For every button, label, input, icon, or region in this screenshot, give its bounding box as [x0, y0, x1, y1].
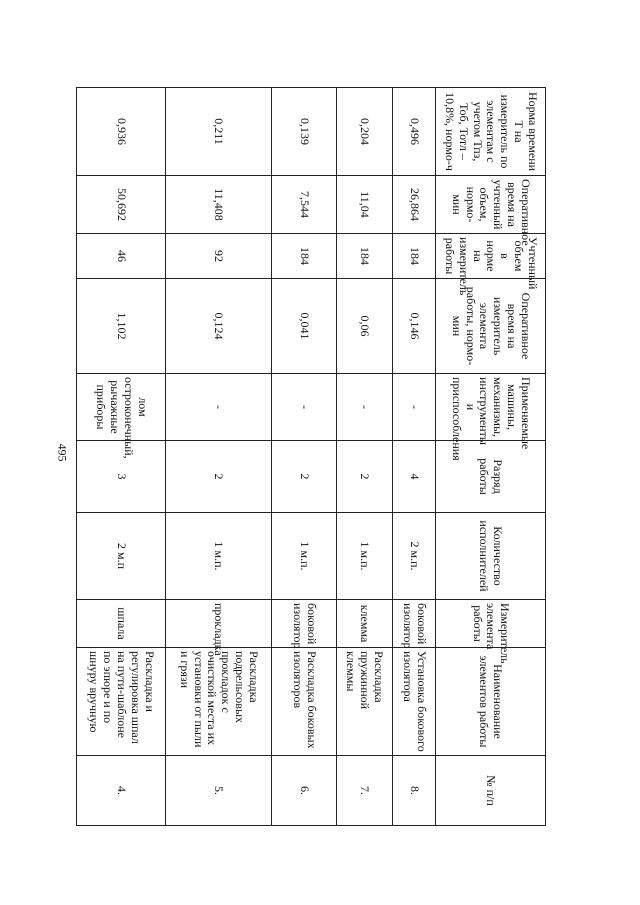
cell-volume: 46 [77, 234, 166, 279]
cell-num: 8. [392, 756, 435, 826]
cell-num: 6. [271, 756, 336, 826]
cell-name: Раскладка и регулировка шпал на пути-шаблоне по эпюре и по шнуру вручную [77, 648, 166, 756]
cell-op-time: 0,06 [336, 279, 392, 374]
cell-volume: 92 [166, 234, 272, 279]
header-meter: Измеритель элемента работы [436, 600, 546, 648]
cell-name: Раскладка пружинной клеммы [336, 648, 392, 756]
cell-meter: боковой изолятор [392, 600, 435, 648]
cell-grade: 2 [271, 441, 336, 513]
header-name: Наименование элементов работы [436, 648, 546, 756]
cell-tools: - [271, 374, 336, 441]
cell-op-time-total: 26,864 [392, 176, 435, 234]
header-volume: Учтенный объем в норме на измеритель работы [436, 234, 546, 279]
cell-grade: 2 [336, 441, 392, 513]
table-rotator [76, 87, 546, 825]
cell-workers: 1 м.п. [166, 513, 272, 600]
table-row [271, 88, 336, 826]
header-op-time: Оперативное время на измеритель элемента работы, нормо-мин [436, 279, 546, 374]
header-num: № п/п [436, 756, 546, 826]
cell-norm: 0,936 [77, 88, 166, 176]
cell-tools: - [392, 374, 435, 441]
cell-volume: 184 [392, 234, 435, 279]
cell-op-time-total: 11,04 [336, 176, 392, 234]
cell-op-time: 0,146 [392, 279, 435, 374]
cell-num: 5. [166, 756, 272, 826]
cell-op-time: 1,102 [77, 279, 166, 374]
cell-norm: 0,204 [336, 88, 392, 176]
cell-workers: 2 м.п [77, 513, 166, 600]
rotated-table-area [76, 87, 546, 825]
cell-norm: 0,211 [166, 88, 272, 176]
cell-num: 4. [77, 756, 166, 826]
header-norm: Норма времени Т на измеритель по элементам с учетом Тпз, Тоб, Тотл – 10,8%, нормо-ч [436, 88, 546, 176]
cell-grade: 3 [77, 441, 166, 513]
table-row [336, 88, 392, 826]
cell-meter: прокладка [166, 600, 272, 648]
cell-workers: 1 м.п. [336, 513, 392, 600]
header-tools: Применяемые машины, механизмы, инструменты и приспособления [436, 374, 546, 441]
cell-name: Установка бокового изолятора [392, 648, 435, 756]
cell-op-time: 0,124 [166, 279, 272, 374]
cell-workers: 2 м.п. [392, 513, 435, 600]
cell-norm: 0,496 [392, 88, 435, 176]
cell-tools: - [336, 374, 392, 441]
header-row [436, 88, 546, 826]
norms-table [76, 87, 546, 826]
cell-volume: 184 [271, 234, 336, 279]
cell-op-time-total: 11,408 [166, 176, 272, 234]
cell-volume: 184 [336, 234, 392, 279]
cell-meter: боковой изолятор [271, 600, 336, 648]
cell-norm: 0,139 [271, 88, 336, 176]
cell-num: 7. [336, 756, 392, 826]
table-row [77, 88, 166, 826]
header-grade: Разряд работы [436, 441, 546, 513]
cell-meter: клемма [336, 600, 392, 648]
table-row [166, 88, 272, 826]
table-row [392, 88, 435, 826]
page-number: 495 [55, 443, 70, 462]
cell-grade: 4 [392, 441, 435, 513]
cell-op-time-total: 50,692 [77, 176, 166, 234]
cell-op-time: 0,041 [271, 279, 336, 374]
cell-tools: лом остроконечный, рычажные приборы [77, 374, 166, 441]
header-workers: Количество исполнителей [436, 513, 546, 600]
cell-op-time-total: 7,544 [271, 176, 336, 234]
header-op-time-total: Оперативное время на учтенный объем, нормо-мин [436, 176, 546, 234]
cell-grade: 2 [166, 441, 272, 513]
cell-workers: 1 м.п. [271, 513, 336, 600]
cell-tools: - [166, 374, 272, 441]
cell-name: Раскладка боковых изоляторов [271, 648, 336, 756]
cell-name: Раскладка подрельсовых прокладок с очисткой места их установки от пыли и грязи [166, 648, 272, 756]
cell-meter: шпала [77, 600, 166, 648]
